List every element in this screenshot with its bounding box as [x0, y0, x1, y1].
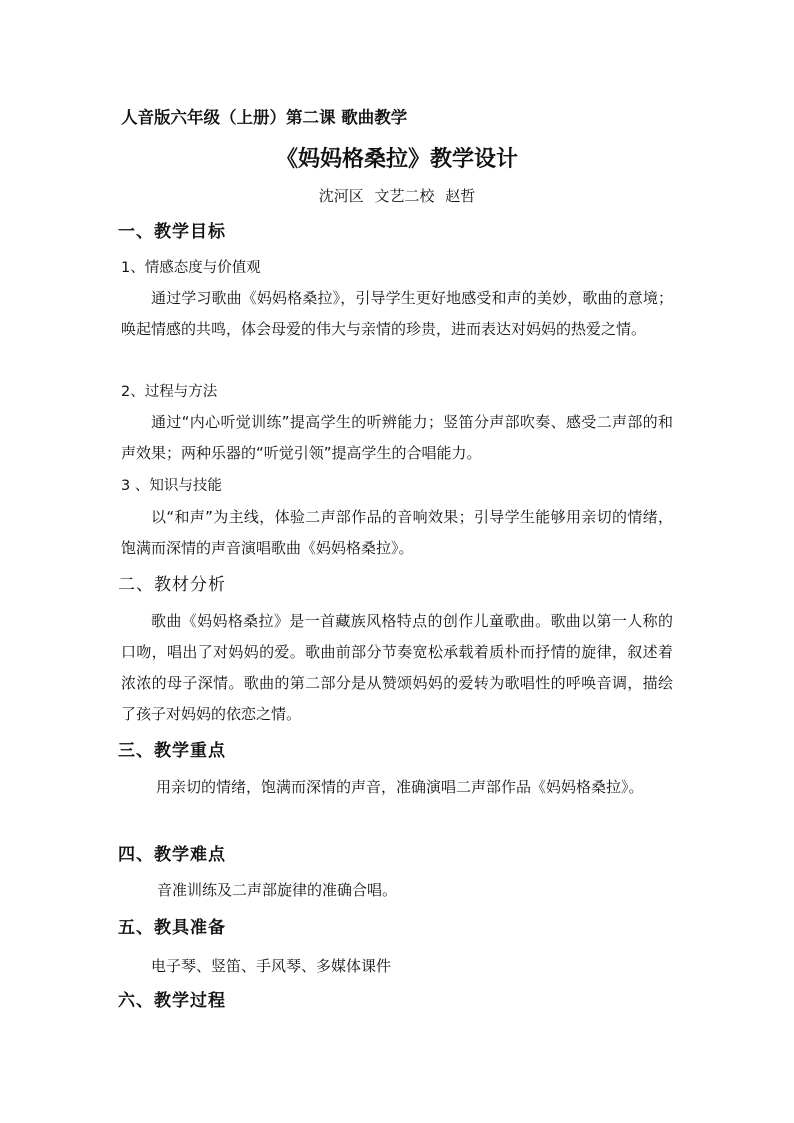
section-heading-teaching-aids: 五、教具准备 [118, 918, 226, 938]
page-title: 《妈妈格桑拉》教学设计 [275, 147, 518, 172]
subsection-label-process: 2、过程与方法 [121, 384, 218, 400]
paragraph-teaching-aids: 电子琴、竖笛、手风琴、多媒体课件 [151, 957, 392, 975]
paragraph-knowledge: 以“和声”为主线，体验二声部作品的音响效果；引导学生能够用亲切的情绪，饱满而深情的声音演唱歌曲《妈妈格桑拉》。 [121, 508, 673, 557]
subsection-label-knowledge: 3 、知识与技能 [121, 478, 222, 494]
paragraph-material-analysis: 歌曲《妈妈格桑拉》是一首藏族风格特点的创作儿童歌曲。歌曲以第一人称的口吻，唱出了对妈妈的爱。歌曲前部分节奏宽松承载着质朴而抒情的旋律，叙述着浓浓的母子深情。歌曲的第二部分是从赞颂妈妈的爱转为歌唱性的呼唤音调，描绘了孩子对妈妈的依恋之情。 [121, 612, 673, 723]
section-heading-teaching-process: 六、教学过程 [118, 991, 226, 1011]
section-heading-material-analysis: 二、教材分析 [118, 575, 226, 595]
course-subtitle: 人音版六年级（上册）第二课 歌曲教学 [121, 108, 408, 127]
author-line: 沈河区 文艺二校 赵哲 [318, 187, 476, 205]
section-heading-teaching-goals: 一、教学目标 [118, 222, 226, 242]
paragraph-emotion: 通过学习歌曲《妈妈格桑拉》，引导学生更好地感受和声的美妙，歌曲的意境；唤起情感的共鸣，体会母爱的伟大与亲情的珍贵，进而表达对妈妈的热爱之情。 [121, 289, 673, 338]
paragraph-difficulties: 音准训练及二声部旋律的准确合唱。 [157, 881, 398, 899]
section-heading-difficulties: 四、教学难点 [118, 845, 226, 865]
paragraph-key-points: 用亲切的情绪，饱满而深情的声音，准确演唱二声部作品《妈妈格桑拉》。 [156, 778, 644, 796]
subsection-label-emotion: 1、情感态度与价值观 [121, 260, 261, 276]
paragraph-process: 通过“内心听觉训练”提高学生的听辨能力；竖笛分声部吹奏、感受二声部的和声效果；两种乐器的“听觉引领”提高学生的合唱能力。 [121, 413, 673, 462]
section-heading-key-points: 三、教学重点 [118, 741, 226, 761]
